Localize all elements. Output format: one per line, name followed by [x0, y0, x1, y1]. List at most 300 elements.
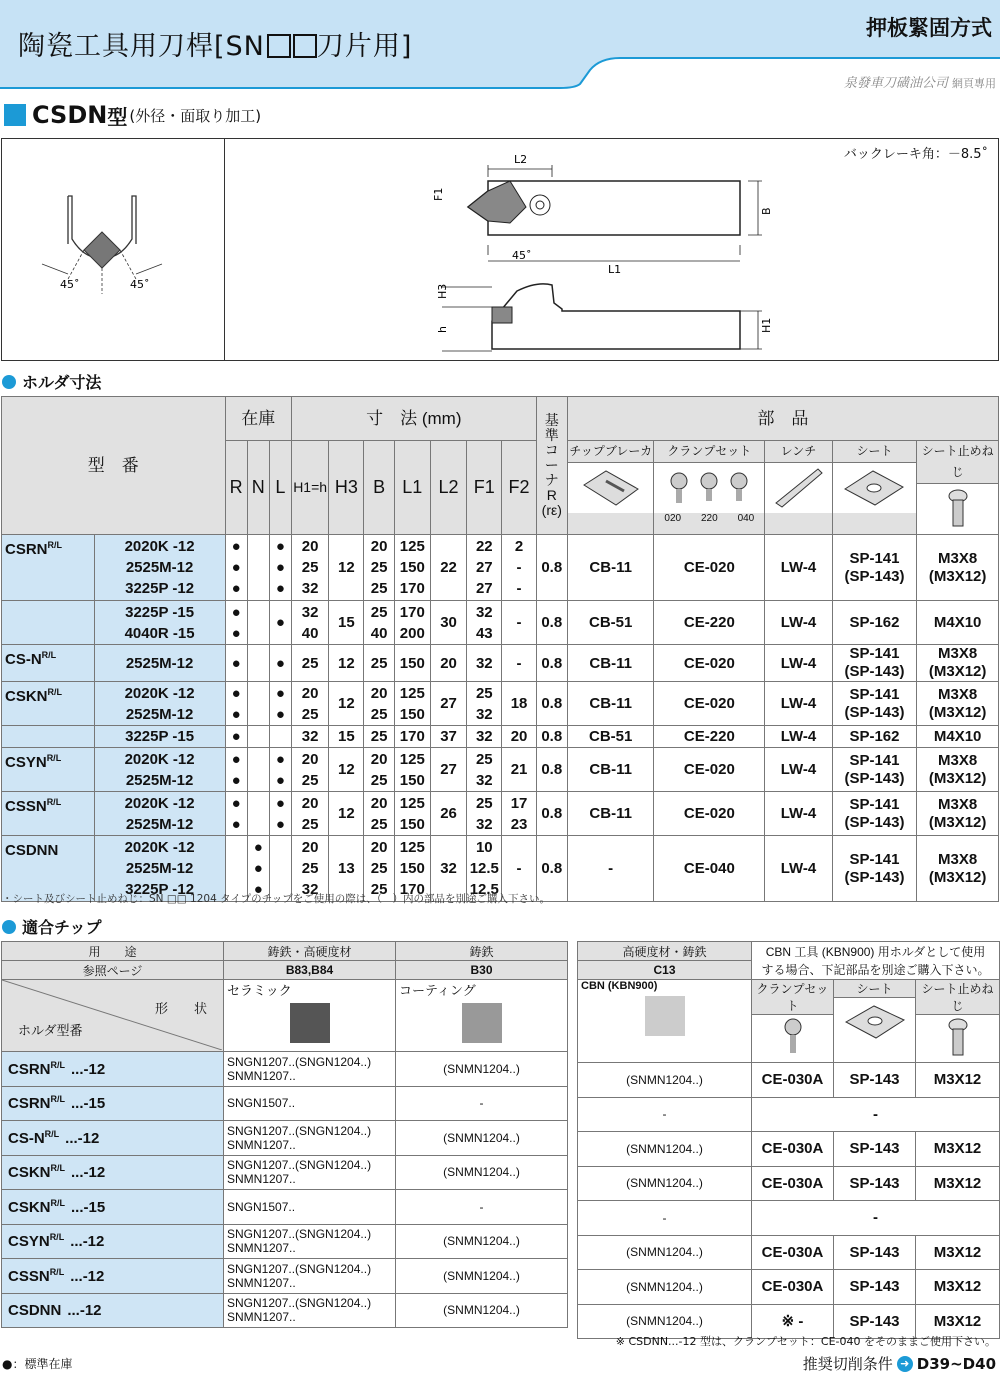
cell-clamp-set: CE-020 — [654, 792, 765, 836]
part-label: シート — [834, 980, 915, 998]
cell-clamp-set: CE-020 — [654, 645, 765, 682]
cell-value: ● — [231, 624, 241, 642]
cell-chipbreaker: CB-11 — [567, 792, 654, 836]
clamp-set: CE-030A — [752, 1132, 834, 1167]
chip-code: SNGN1207..(SNGN1204..) — [227, 1054, 372, 1069]
coating-label: コーティング — [399, 983, 476, 998]
model-code: 4040R -15 — [124, 624, 195, 642]
svg-text:H1: H1 — [760, 317, 773, 333]
corner-char: 準 — [544, 427, 559, 443]
cell-seat-screw — [917, 836, 999, 902]
cell-value: M3X8 — [938, 645, 978, 662]
cell-wrench: LW-4 — [765, 726, 832, 748]
cell-seat-screw — [917, 682, 999, 726]
parts-col-header — [765, 441, 832, 535]
holder-model-name: CSKN — [8, 1198, 51, 1216]
svg-text:H3: H3 — [436, 283, 449, 299]
cell-wrench: LW-4 — [765, 836, 832, 902]
cell-l1 — [394, 792, 430, 836]
table-row — [2, 682, 999, 726]
cell-value: 21 — [510, 761, 528, 778]
use-cast: 鋳鉄 — [396, 942, 568, 961]
svg-text:F1: F1 — [432, 187, 445, 201]
clamp-set-icon — [654, 463, 764, 524]
cell-value: ● — [253, 839, 263, 856]
cell-value: SP-141 — [849, 685, 900, 703]
section-square-icon — [4, 104, 26, 126]
cell-value: SP-162 — [849, 613, 900, 631]
cell-b — [364, 535, 394, 601]
ceramic-chips — [224, 1155, 396, 1190]
clamp-code: 020 — [664, 513, 682, 524]
cell-value: 125 — [399, 839, 425, 856]
table-row — [2, 645, 999, 682]
model-group-name: CS-N — [5, 651, 42, 668]
cell-value: 25 — [301, 559, 319, 576]
hand-suffix: R/L — [50, 1094, 66, 1105]
cell-chipbreaker: CB-11 — [567, 645, 654, 682]
model-group — [2, 726, 95, 748]
hand-suffix: R/L — [50, 1197, 66, 1208]
chip-row — [2, 1293, 568, 1328]
stock-header: 在庫 — [225, 397, 291, 441]
angle-left-label: 45˚ — [60, 278, 80, 291]
seat-screw: M3X12 — [916, 1132, 1000, 1167]
chip-code: SNGN1207..(SNGN1204..) — [227, 1296, 372, 1311]
chip-code: SNGN1207..(SNGN1204..) — [227, 1261, 372, 1276]
cell-f1 — [467, 601, 502, 645]
holder-model-name: CSRN — [8, 1095, 51, 1113]
cell-l1 — [394, 682, 430, 726]
dimension-header: 寸 法 (mm) — [292, 397, 537, 441]
cell-n — [247, 726, 269, 748]
chip-row — [2, 1155, 568, 1190]
cell-l2: 27 — [430, 682, 466, 726]
model-code: 2020K -12 — [124, 839, 195, 856]
cell-r — [225, 726, 247, 748]
clamp-set: CE-030A — [752, 1270, 834, 1305]
cell-value: (SP-143) — [844, 868, 905, 886]
cell-value: 25 — [475, 684, 493, 702]
cell-value: - — [516, 654, 522, 672]
svg-text:L2: L2 — [514, 153, 528, 166]
seat: SP-143 — [834, 1132, 916, 1167]
seat: SP-143 — [834, 1063, 916, 1098]
cell-wrench: LW-4 — [765, 682, 832, 726]
svg-text:L1: L1 — [608, 263, 622, 276]
cell-value: ● — [275, 794, 285, 812]
cell-h3: 15 — [329, 601, 364, 645]
chip-code: SNMN1207.. — [227, 1137, 296, 1152]
model-code: 2020K -12 — [124, 684, 195, 702]
part-label: クランプセット — [752, 980, 833, 1015]
parts-col-label: シート止めねじ — [917, 441, 998, 484]
square-chip-icon — [290, 1003, 330, 1043]
hand-suffix: R/L — [44, 1128, 60, 1139]
coating-chip: - — [396, 1190, 568, 1225]
holder-model-name: CSRN — [8, 1060, 51, 1078]
cell-value: ● — [275, 750, 285, 768]
cell-value: 32 — [475, 771, 493, 789]
cell-chipbreaker: - — [567, 836, 654, 902]
model-group-name: CSSN — [5, 798, 47, 815]
cell-value: ● — [231, 654, 241, 672]
part-label: シート止めねじ — [916, 980, 999, 1015]
cell-corner-radius: 0.8 — [536, 601, 567, 645]
cbn-chip: (SNMN1204..) — [578, 1166, 752, 1201]
dim-col-header: N — [247, 441, 269, 535]
cell-l2: 20 — [430, 645, 466, 682]
hand-suffix: R/L — [50, 1059, 66, 1070]
parts-col-header — [832, 441, 917, 535]
cbn-row — [578, 1166, 1000, 1201]
use-cast-hard: 鋳鉄・高硬度材 — [224, 942, 396, 961]
cell-f1 — [467, 535, 502, 601]
dim-col-header: H1=h — [292, 441, 329, 535]
corner-char: コ — [544, 442, 559, 458]
model-code: 2525M-12 — [125, 705, 194, 723]
clamp-set: CE-030A — [752, 1235, 834, 1270]
coating-chip: (SNMN1204..) — [396, 1155, 568, 1190]
cell-f1 — [467, 682, 502, 726]
model-code: 2020K -12 — [124, 750, 195, 768]
cell-value: ● — [275, 654, 285, 672]
cell-value: 32 — [475, 705, 493, 723]
chip-code: SNGN1207..(SNGN1204..) — [227, 1227, 372, 1242]
cell-clamp-set: CE-020 — [654, 748, 765, 792]
square-chip-icon — [645, 996, 685, 1036]
cell-f2 — [502, 535, 536, 601]
svg-text:h: h — [436, 326, 449, 333]
cell-value: 25 — [370, 881, 388, 898]
dim-col-header: L2 — [430, 441, 466, 535]
cell-value: 20 — [370, 839, 388, 856]
cbn-chip: - — [578, 1201, 752, 1236]
coating-chip: - — [396, 1086, 568, 1121]
parts-col-label: チップブレーカ — [568, 441, 654, 463]
cell-f2 — [502, 792, 536, 836]
cbn-note — [752, 942, 1000, 980]
chip-row — [2, 1052, 568, 1087]
compatible-chip-table — [1, 941, 568, 1328]
hand-suffix: R/L — [41, 650, 57, 660]
cell-h3: 12 — [329, 535, 364, 601]
model-code: 2525M-12 — [125, 771, 194, 789]
parts-col-header — [567, 441, 654, 535]
holder-model — [2, 1155, 224, 1190]
cbn-chip: - — [578, 1097, 752, 1132]
cell-value: 12.5 — [469, 881, 499, 898]
cell-l — [269, 726, 291, 748]
cell-value: 150 — [399, 559, 425, 576]
cell-value: 20 — [301, 794, 319, 812]
seat-screw: M3X12 — [916, 1166, 1000, 1201]
cell-l2: 27 — [430, 748, 466, 792]
corner-char: ナ — [544, 472, 559, 488]
chamfer-diagram — [32, 184, 192, 314]
holder-model-name: CSYN — [8, 1233, 50, 1251]
cell-value: 20 — [510, 728, 528, 745]
cell-value: ● — [275, 614, 285, 631]
holder-model — [2, 1190, 224, 1225]
cell-h1 — [292, 748, 329, 792]
holder-model — [2, 1224, 224, 1259]
cell-value: 170 — [399, 603, 425, 621]
cell-n — [247, 682, 269, 726]
cell-h1 — [292, 792, 329, 836]
hand-suffix: R/L — [49, 1266, 65, 1277]
model-codes — [94, 726, 225, 748]
cell-value: 32 — [475, 654, 493, 672]
chip-code: SNMN1207.. — [227, 1310, 296, 1325]
model-code: 2525M-12 — [125, 654, 194, 672]
model-codes — [94, 792, 225, 836]
page-header — [0, 0, 1000, 90]
page-ref-1: B83,B84 — [224, 961, 396, 980]
coating-chip: (SNMN1204..) — [396, 1259, 568, 1294]
cell-b — [364, 601, 394, 645]
ceramic-label: セラミック — [227, 983, 292, 998]
cell-n — [247, 645, 269, 682]
ceramic-chips — [224, 1052, 396, 1087]
parts-col-label: レンチ — [765, 441, 831, 463]
holder-model-name: CSDNN — [8, 1302, 62, 1320]
arrow-right-icon: ➜ — [897, 1356, 913, 1372]
cell-value: ● — [231, 794, 241, 812]
clamp-method: 押板緊固方式 — [866, 16, 992, 40]
seat: SP-143 — [834, 1235, 916, 1270]
cell-value: 25 — [301, 815, 319, 833]
cell-value: 125 — [399, 684, 425, 702]
cell-value: ● — [231, 771, 241, 789]
chipbreaker-icon — [568, 463, 654, 513]
cbn-chip: (SNMN1204..) — [578, 1063, 752, 1098]
cell-clamp-set: CE-020 — [654, 682, 765, 726]
cell-b — [364, 748, 394, 792]
cell-corner-radius: 0.8 — [536, 726, 567, 748]
model-codes — [94, 645, 225, 682]
cell-value: SP-141 — [849, 645, 900, 662]
cell-l — [269, 682, 291, 726]
cell-value: 25 — [301, 654, 319, 672]
cell-value: 32 — [301, 603, 319, 621]
cell-seat-screw — [917, 748, 999, 792]
cell-l2: 32 — [430, 836, 466, 902]
cell-seat-screw — [917, 645, 999, 682]
bullet-icon — [2, 375, 16, 389]
seat: SP-143 — [834, 1270, 916, 1305]
page-ref-2: B30 — [396, 961, 568, 980]
cell-h1 — [292, 726, 329, 748]
cell-value: 25 — [370, 705, 388, 723]
model-code: 2525M-12 — [125, 559, 194, 576]
model-codes — [94, 535, 225, 601]
cbn-chip-table — [577, 941, 1000, 1339]
hand-suffix: R/L — [49, 1232, 65, 1243]
cell-value: (SP-143) — [844, 703, 905, 721]
holder-dimension-table — [1, 396, 999, 902]
coating-chip: (SNMN1204..) — [396, 1293, 568, 1328]
cell-l — [269, 792, 291, 836]
cell-f1 — [467, 748, 502, 792]
part-header — [834, 980, 916, 1063]
cbn-label: CBN (KBN900) — [581, 980, 658, 992]
cell-b — [364, 682, 394, 726]
cell-seat — [832, 792, 917, 836]
cell-value: - — [516, 860, 522, 877]
cell-value: ● — [275, 538, 285, 555]
dim-col-header: F2 — [502, 441, 536, 535]
seat-screw: M3X12 — [916, 1235, 1000, 1270]
technical-drawing — [1, 138, 999, 361]
cell-value: 150 — [399, 815, 425, 833]
ceramic-chips — [224, 1121, 396, 1156]
blank-box-icon — [267, 34, 291, 58]
cell-b — [364, 645, 394, 682]
cell-clamp-set: CE-220 — [654, 726, 765, 748]
hand-suffix: R/L — [46, 797, 62, 807]
cell-r — [225, 682, 247, 726]
clamp-code: 040 — [737, 513, 755, 524]
cell-value: (SP-143) — [844, 567, 905, 585]
cell-value: ● — [231, 815, 241, 833]
ceramic-shape — [224, 980, 396, 1052]
cell-seat — [832, 836, 917, 902]
cell-seat — [832, 682, 917, 726]
model-code: 2525M-12 — [125, 815, 194, 833]
seat-screw: M3X12 — [916, 1304, 1000, 1339]
cell-value: M3X8 — [938, 549, 978, 567]
chip-row — [2, 1259, 568, 1294]
cell-value: 25 — [370, 580, 388, 597]
cell-n — [247, 601, 269, 645]
cell-seat — [832, 748, 917, 792]
cell-value: 125 — [399, 538, 425, 555]
seat-note: ・シート及びシート止めねじ：SN □□ 1204 タイプのチップをご使用の際は、（ ）内の部品を別途ご購入下さい。 — [2, 893, 551, 905]
cell-chipbreaker: CB-11 — [567, 535, 654, 601]
corner-char: ー — [544, 457, 559, 473]
cell-value: 25 — [370, 771, 388, 789]
cell-l — [269, 748, 291, 792]
page-title: 陶瓷工具用刀桿[SN 刀片用] — [18, 31, 413, 62]
cell-value: ● — [231, 728, 241, 745]
holder-suffix: ...-12 — [70, 1233, 105, 1251]
model-group — [2, 792, 95, 836]
cell-value: (SP-143) — [844, 813, 905, 831]
model-code: 3225P -12 — [125, 881, 195, 898]
section-title: CSDN 型 (外径・面取り加工) — [4, 102, 261, 128]
table-row — [2, 792, 999, 836]
cell-clamp-set: CE-040 — [654, 836, 765, 902]
cell-value: 40 — [301, 624, 319, 642]
cell-f2 — [502, 726, 536, 748]
hand-suffix: R/L — [46, 753, 62, 763]
cell-r — [225, 535, 247, 601]
holder-label: ホルダ型番 — [18, 1023, 83, 1038]
back-rake-angle: バックレーキ角：－8.5˚ — [843, 147, 988, 162]
cell-value: 32 — [301, 728, 319, 745]
cell-value: M4X10 — [933, 613, 982, 631]
chip-row — [2, 1121, 568, 1156]
seat: SP-143 — [834, 1304, 916, 1339]
corner-radius-header — [536, 397, 567, 535]
cell-value: SP-162 — [849, 727, 900, 745]
cell-value: 25 — [301, 705, 319, 723]
cell-value: ● — [231, 538, 241, 555]
cell-value: ● — [231, 603, 241, 621]
cell-value: ● — [275, 771, 285, 789]
cell-corner-radius: 0.8 — [536, 836, 567, 902]
cell-value: SP-141 — [849, 751, 900, 769]
cell-value: 43 — [475, 624, 493, 642]
cell-value: 150 — [399, 860, 425, 877]
cell-value: ● — [275, 705, 285, 723]
parts-col-header — [917, 441, 999, 535]
clamp-code: 220 — [700, 513, 718, 524]
cell-value: 27 — [475, 559, 493, 576]
chip-code: SNGN1507.. — [227, 1199, 296, 1214]
holder-side-view — [422, 271, 782, 361]
corner-char: 基 — [544, 412, 559, 428]
cell-value: M3X8 — [938, 850, 978, 868]
table-row — [2, 748, 999, 792]
chip-row — [2, 1086, 568, 1121]
cell-b — [364, 726, 394, 748]
cell-chipbreaker: CB-51 — [567, 726, 654, 748]
clamp-set-icon — [752, 1015, 833, 1062]
cell-h1 — [292, 535, 329, 601]
cell-value: ● — [275, 684, 285, 702]
cbn-chip: (SNMN1204..) — [578, 1132, 752, 1167]
part-header — [916, 980, 1000, 1063]
cbn-chip: (SNMN1204..) — [578, 1235, 752, 1270]
cell-n — [247, 535, 269, 601]
cell-value: 125 — [399, 750, 425, 768]
coating-chip: (SNMN1204..) — [396, 1224, 568, 1259]
model-group — [2, 748, 95, 792]
cell-corner-radius: 0.8 — [536, 748, 567, 792]
holder-model — [2, 1259, 224, 1294]
cell-f2 — [502, 748, 536, 792]
cell-value: 25 — [301, 771, 319, 789]
parts-na: - — [752, 1201, 1000, 1236]
cell-value: 20 — [370, 538, 388, 555]
table-row — [2, 726, 999, 748]
holder-model-name: CSSN — [8, 1267, 50, 1285]
model-codes — [94, 748, 225, 792]
holder-suffix: ...-12 — [65, 1129, 100, 1147]
cell-value: 25 — [370, 815, 388, 833]
chip-code: SNMN1207.. — [227, 1068, 296, 1083]
holder-dimensions-heading: ホルダ寸法 — [2, 370, 101, 393]
stock-legend: ●：標準在庫 — [2, 1357, 73, 1371]
blank-box-icon — [293, 34, 317, 58]
model-group-name: CSDNN — [5, 842, 59, 859]
cell-value: 25 — [370, 728, 388, 745]
cell-corner-radius: 0.8 — [536, 792, 567, 836]
seat-icon — [833, 463, 917, 513]
cell-value: 25 — [475, 750, 493, 768]
cell-h3: 13 — [329, 836, 364, 902]
cell-wrench: LW-4 — [765, 601, 832, 645]
holder-model — [2, 1121, 224, 1156]
model-codes — [94, 601, 225, 645]
seat-screw: M3X12 — [916, 1063, 1000, 1098]
cell-l1 — [394, 601, 430, 645]
hand-suffix: R/L — [47, 540, 63, 550]
recommended-conditions-link[interactable]: 推奨切削条件 ➜ D39~D40 — [802, 1354, 996, 1373]
cell-seat-screw — [917, 535, 999, 601]
